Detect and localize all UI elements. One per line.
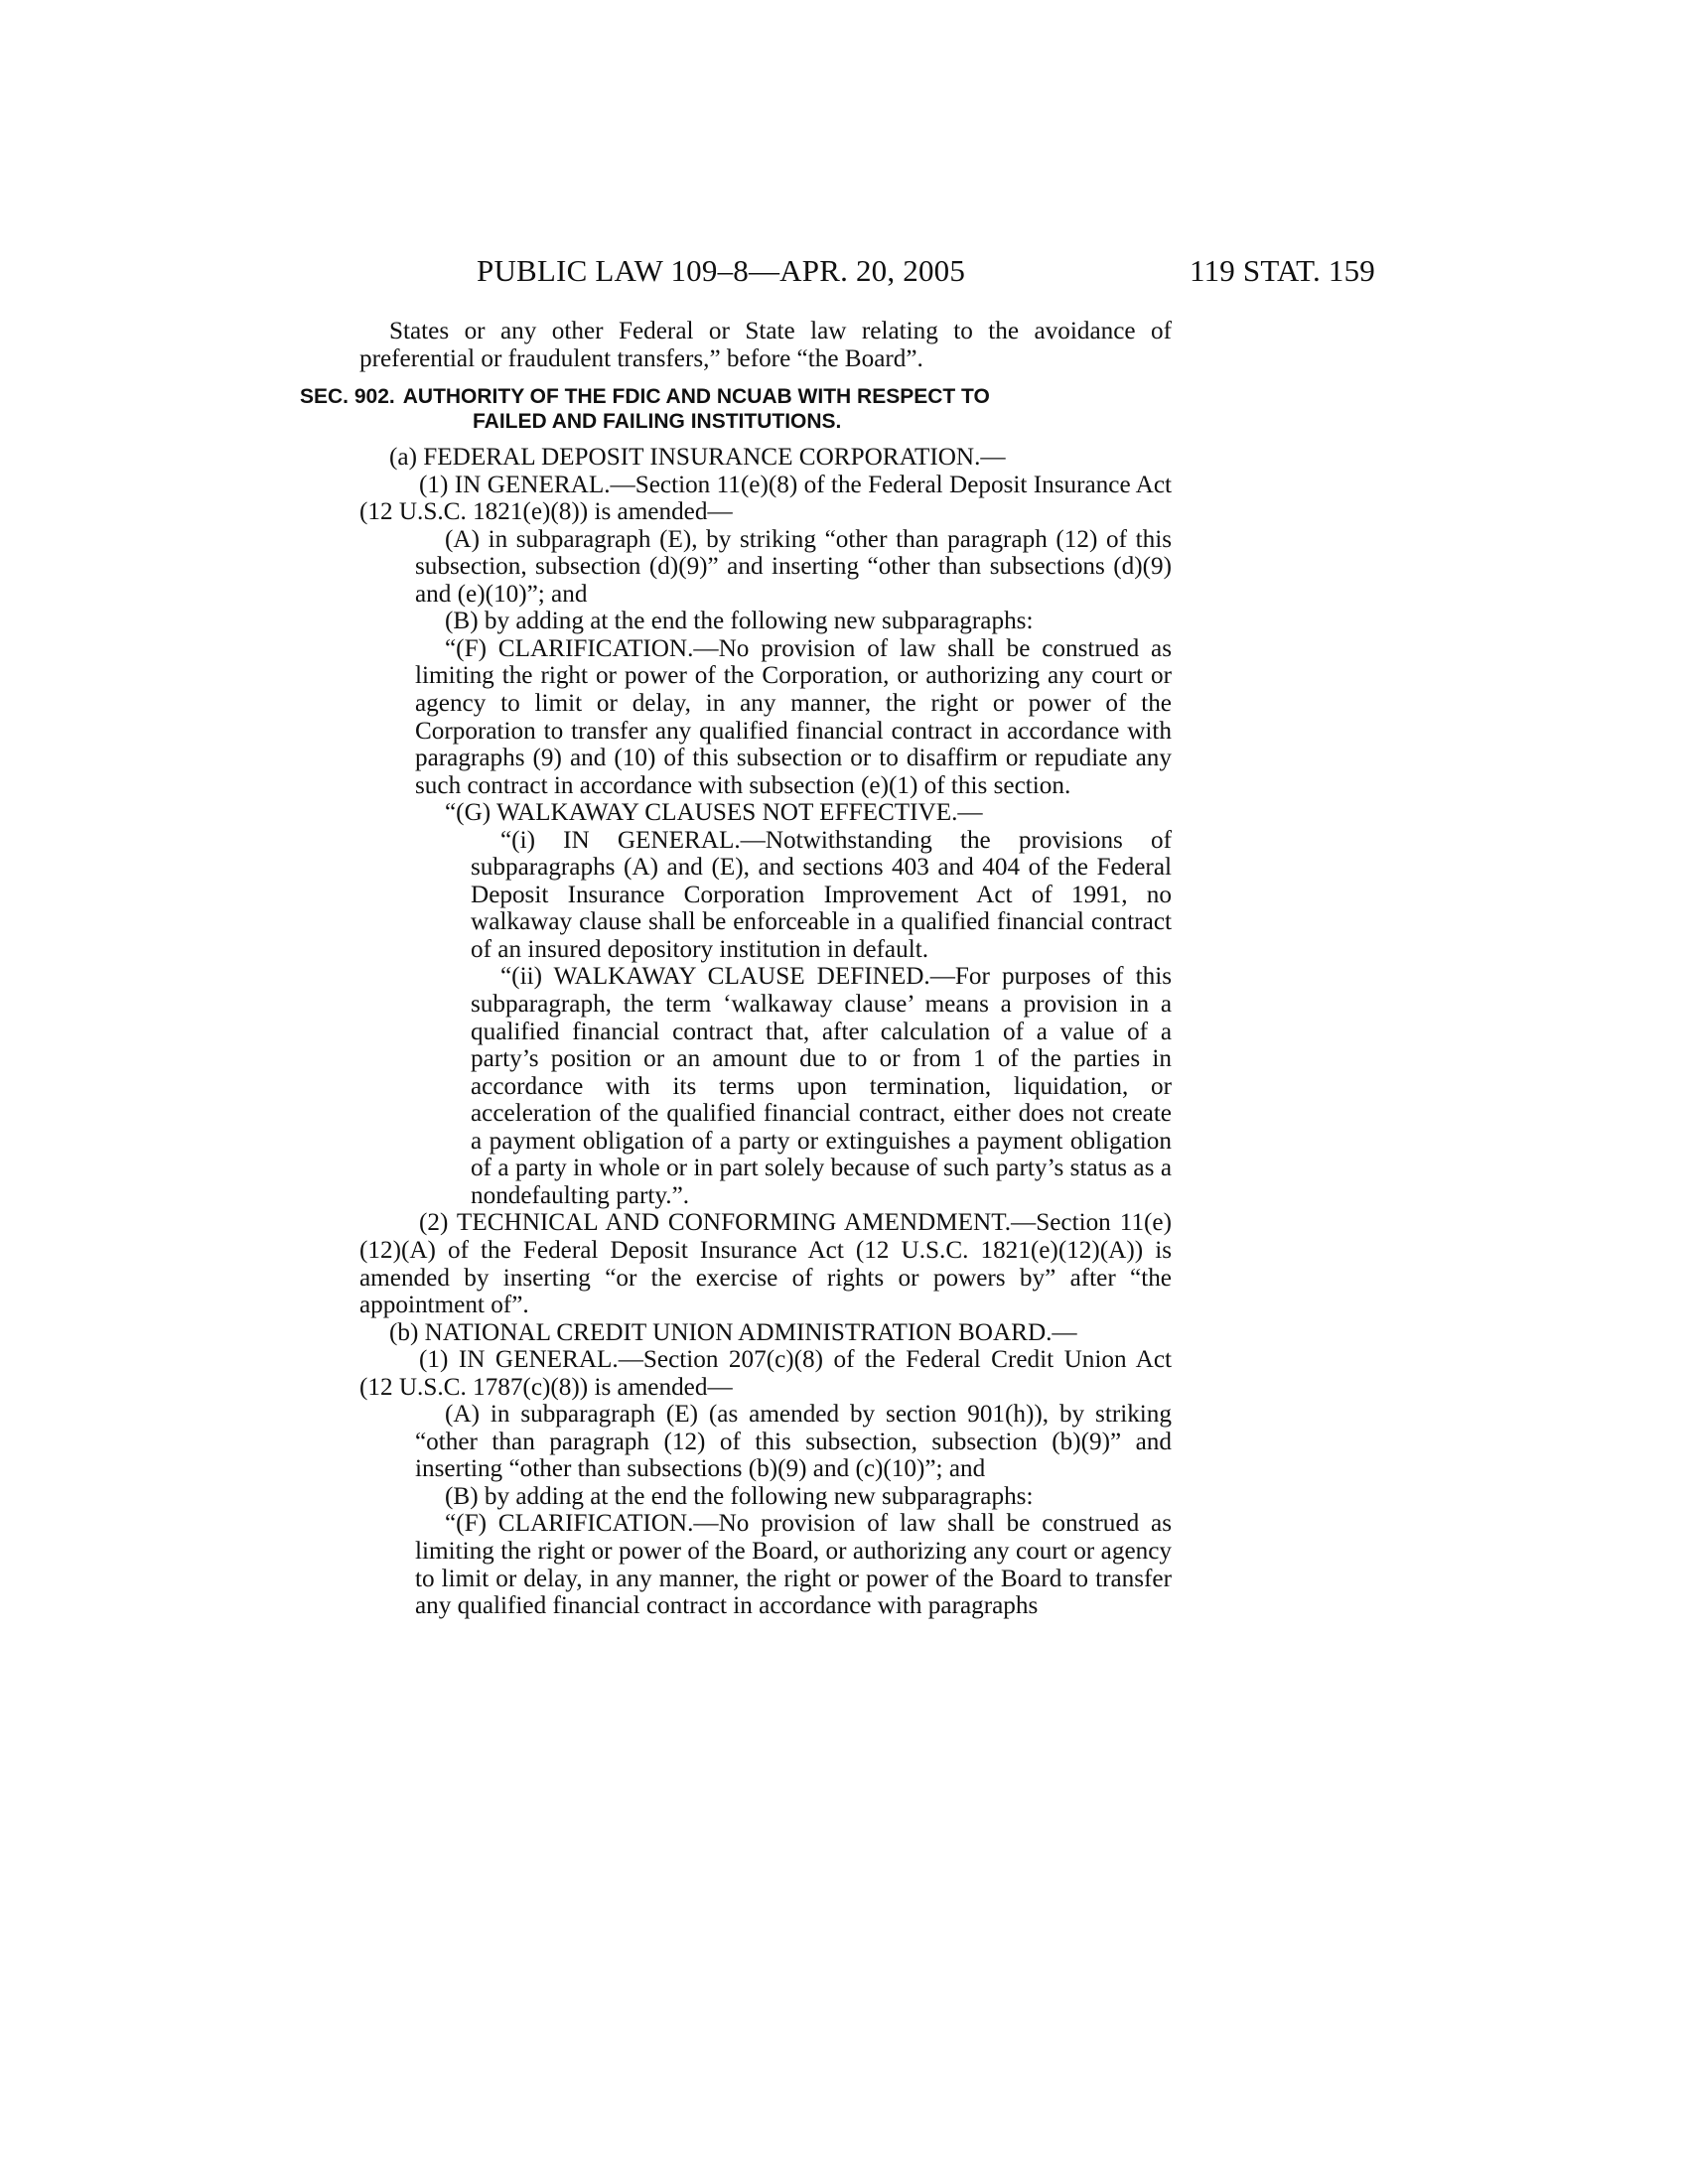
subsection-b-paragraph-1: (1) IN GENERAL.—Section 207(c)(8) of the Federal Credit Union Act (12 U.S.C. 1787(c)(8)) is amended— xyxy=(359,1346,1172,1401)
document-body xyxy=(300,318,1172,1620)
subsection-a-clause-G: “(G) WALKAWAY CLAUSES NOT EFFECTIVE.— xyxy=(445,799,983,827)
subsection-a-paragraph-1: (1) IN GENERAL.—Section 11(e)(8) of the Federal Deposit Insurance Act (12 U.S.C. 1821(e)(8)) is amended— xyxy=(359,471,1172,526)
subsection-a-clause-F: “(F) CLARIFICATION.—No provision of law shall be construed as limiting the right or power of the Corporation, or authorizing any court or agency to limit or delay, in any manner, the right or power of the Corporation to transfer any qualified financial contract in accordance with paragraphs (9) and (10) of this subsection or to disaffirm or repudiate any such contract in accordance with subsection (e)(1) of this section. xyxy=(415,634,1172,799)
section-title-line1: AUTHORITY OF THE FDIC AND NCUAB WITH RESPECT TO xyxy=(402,385,990,409)
subsection-b-subparagraph-A: (A) in subparagraph (E) (as amended by section 901(h)), by striking “other than paragraph (12) of this subsection, subsection (b)(9)” and inserting “other than subsections (b)(9) and (c)(10)”; and xyxy=(415,1401,1172,1483)
section-number: SEC. 902. xyxy=(300,385,395,409)
subsection-b-heading: (b) NATIONAL CREDIT UNION ADMINISTRATION BOARD.— xyxy=(389,1318,1077,1346)
section-title-line2: FAILED AND FAILING INSTITUTIONS. xyxy=(473,410,842,434)
subsection-a-subparagraph-B: (B) by adding at the end the following new subparagraphs: xyxy=(445,608,1034,635)
subsection-a-heading: (a) FEDERAL DEPOSIT INSURANCE CORPORATION.— xyxy=(389,444,1006,472)
subsection-b-subparagraph-B: (B) by adding at the end the following new subparagraphs: xyxy=(445,1482,1034,1510)
subsection-a-clause-G-i: “(i) IN GENERAL.—Notwithstanding the provisions of subparagraphs (A) and (E), and sections 403 and 404 of the Federal Deposit Insurance Corporation Improvement Act of 1991, no walkaway clause shall be enforceable in a qualified financial contract of an insured depository institution in default. xyxy=(471,826,1172,963)
subsection-b-clause-F: “(F) CLARIFICATION.—No provision of law shall be construed as limiting the right or power of the Board, or authorizing any court or agency to limit or delay, in any manner, the right or power of the Board to transfer any qualified financial contract in accordance with paragraphs xyxy=(415,1510,1172,1620)
subsection-a-clause-G-ii: “(ii) WALKAWAY CLAUSE DEFINED.—For purposes of this subparagraph, the term ‘walkaway clause’ means a provision in a qualified financial contract that, after calculation of a value of a party’s position or an amount due to or from 1 of the parties in accordance with its terms upon termination, liquidation, or acceleration of the qualified financial contract, either does not create a payment obligation of a party or extinguishes a payment obligation of a party in whole or in part solely because of such party’s status as a nondefaulting party.”. xyxy=(471,963,1172,1209)
statute-page-number: 119 STAT. 159 xyxy=(1190,253,1375,288)
subsection-a-paragraph-2: (2) TECHNICAL AND CONFORMING AMENDMENT.—Section 11(e)(12)(A) of the Federal Deposit Insurance Act (12 U.S.C. 1821(e)(12)(A)) is amended by inserting “or the exercise of rights or powers by” after “the appointment of”. xyxy=(359,1209,1172,1319)
subsection-a-subparagraph-A: (A) in subparagraph (E), by striking “other than paragraph (12) of this subsection, subsection (d)(9)” and inserting “other than subsections (d)(9) and (e)(10)”; and xyxy=(415,525,1172,608)
section-heading xyxy=(300,384,1172,434)
running-header xyxy=(357,253,1375,293)
header-title: PUBLIC LAW 109–8—APR. 20, 2005 xyxy=(477,253,966,288)
intro-paragraph: States or any other Federal or State law relating to the avoidance of preferential or fraudulent transfers,” before “the Board”. xyxy=(359,318,1172,372)
